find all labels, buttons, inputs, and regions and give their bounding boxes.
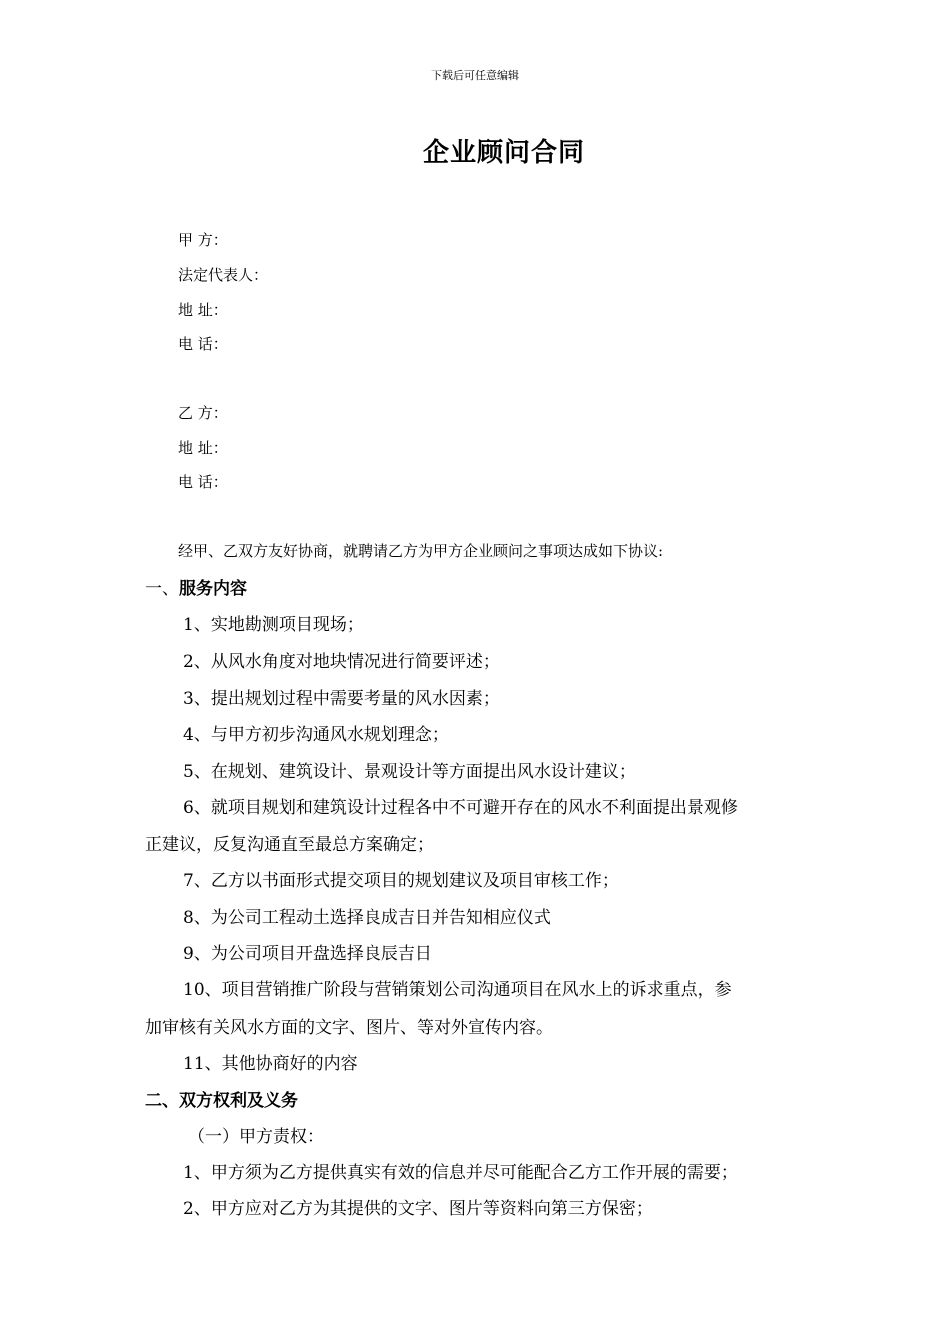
section-title: 服务内容 — [179, 579, 247, 599]
party-a-address-label: 地 址： — [178, 301, 228, 319]
list-item: 5、在规划、建筑设计、景观设计等方面提出风水设计建议； — [183, 762, 636, 782]
list-item: 8、为公司工程动土选择良成吉日并告知相应仪式 — [183, 908, 551, 928]
list-item: 10、项目营销推广阶段与营销策划公司沟通项目在风水上的诉求重点，参 — [183, 980, 732, 1000]
section-heading-services — [145, 574, 247, 599]
section-heading-rights — [145, 1086, 298, 1111]
list-item-continuation: 正建议，反复沟通直至最总方案确定； — [145, 835, 434, 855]
list-item: 2、甲方应对乙方为其提供的文字、图片等资料向第三方保密； — [183, 1199, 653, 1219]
section-title: 二、双方权利及义务 — [145, 1091, 298, 1111]
list-item: 6、就项目规划和建筑设计过程各中不可避开存在的风水不利面提出景观修 — [183, 798, 738, 818]
document-title: 企业顾问合同 — [422, 138, 585, 168]
list-item-continuation: 加审核有关风水方面的文字、图片、等对外宣传内容。 — [145, 1018, 553, 1038]
party-b-label: 乙 方： — [178, 404, 228, 422]
list-item: 9、为公司项目开盘选择良辰吉日 — [183, 944, 432, 964]
subsection-heading: （一）甲方责权： — [188, 1127, 324, 1147]
intro-paragraph: 经甲、乙双方友好协商，就聘请乙方为甲方企业顾问之事项达成如下协议: — [178, 542, 664, 560]
party-a-label: 甲 方： — [178, 231, 228, 249]
header-note: 下载后可任意编辑 — [431, 69, 519, 82]
list-item: 4、与甲方初步沟通风水规划理念； — [183, 725, 449, 745]
list-item: 1、甲方须为乙方提供真实有效的信息并尽可能配合乙方工作开展的需要； — [183, 1163, 738, 1183]
list-item: 2、从风水角度对地块情况进行简要评述； — [183, 652, 500, 672]
party-b-phone-label: 电 话： — [178, 473, 228, 491]
party-a-phone-label: 电 话： — [178, 335, 228, 353]
list-item: 1、实地勘测项目现场； — [183, 615, 364, 635]
party-b-address-label: 地 址： — [178, 439, 228, 457]
list-item: 7、乙方以书面形式提交项目的规划建议及项目审核工作； — [183, 871, 619, 891]
list-item: 11、其他协商好的内容 — [183, 1054, 358, 1074]
section-number: 一、 — [145, 579, 179, 599]
party-a-representative-label: 法定代表人： — [178, 266, 269, 284]
list-item: 3、提出规划过程中需要考量的风水因素； — [183, 689, 500, 709]
